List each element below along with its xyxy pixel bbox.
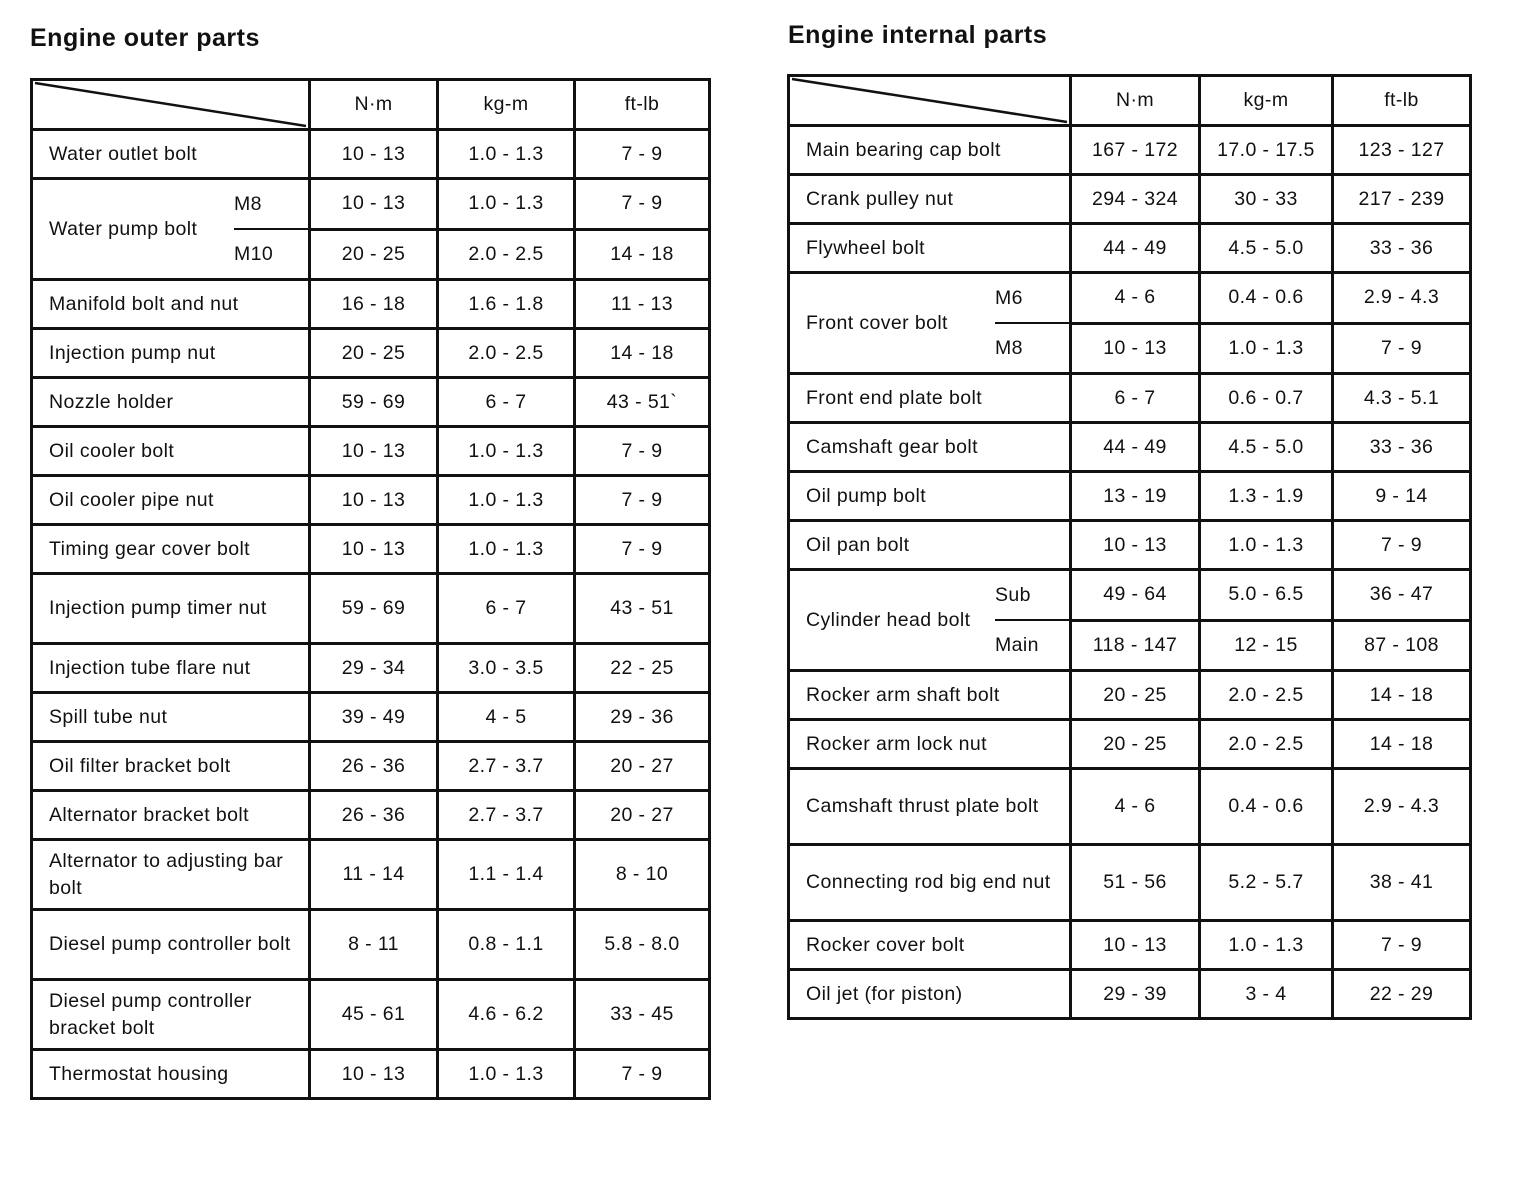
part-name-cell: Nozzle holder <box>32 378 310 427</box>
torque-kgm-cell: 30 - 33 <box>1200 175 1333 224</box>
torque-nm-cell: 45 - 61 <box>310 980 438 1050</box>
torque-nm-cell: 10 - 13 <box>310 476 438 525</box>
torque-nm-cell: 51 - 56 <box>1071 845 1200 921</box>
part-name-cell: Oil filter bracket bolt <box>32 742 310 791</box>
torque-nm-cell: 49 - 64 <box>1071 570 1200 621</box>
torque-kgm-cell: 4.5 - 5.0 <box>1200 224 1333 273</box>
table-row <box>32 280 710 329</box>
torque-ftlb-cell: 7 - 9 <box>575 476 710 525</box>
torque-ftlb-cell: 8 - 10 <box>575 840 710 910</box>
torque-ftlb-cell: 7 - 9 <box>1333 921 1471 970</box>
size-label: M6 <box>995 274 1069 324</box>
torque-ftlb-cell: 22 - 25 <box>575 644 710 693</box>
torque-kgm-cell: 6 - 7 <box>438 574 575 644</box>
engine-internal-parts-title: Engine internal parts <box>788 21 1048 49</box>
size-label: M10 <box>234 242 274 265</box>
torque-nm-cell: 10 - 13 <box>1071 521 1200 570</box>
torque-nm-cell: 10 - 13 <box>310 179 438 230</box>
torque-nm-cell: 20 - 25 <box>310 329 438 378</box>
torque-kgm-cell: 3.0 - 3.5 <box>438 644 575 693</box>
part-name-cell: Water outlet bolt <box>32 130 310 179</box>
torque-nm-cell: 294 - 324 <box>1071 175 1200 224</box>
torque-kgm-cell: 2.0 - 2.5 <box>438 229 575 280</box>
torque-ftlb-cell: 33 - 45 <box>575 980 710 1050</box>
torque-kgm-cell: 5.2 - 5.7 <box>1200 845 1333 921</box>
torque-ftlb-cell: 4.3 - 5.1 <box>1333 374 1471 423</box>
torque-ftlb-cell: 7 - 9 <box>1333 521 1471 570</box>
column-header: kg-m <box>438 80 575 130</box>
table-row <box>789 472 1471 521</box>
torque-kgm-cell: 1.6 - 1.8 <box>438 280 575 329</box>
torque-nm-cell: 29 - 39 <box>1071 970 1200 1019</box>
torque-kgm-cell: 1.0 - 1.3 <box>438 1050 575 1099</box>
part-name-cell: Thermostat housing <box>32 1050 310 1099</box>
torque-ftlb-cell: 2.9 - 4.3 <box>1333 273 1471 324</box>
header-corner-cell <box>32 80 310 130</box>
table-row <box>32 476 710 525</box>
part-name-cell: Manifold bolt and nut <box>32 280 310 329</box>
part-name-cell: Alternator bracket bolt <box>32 791 310 840</box>
torque-nm-cell: 20 - 25 <box>310 229 438 280</box>
torque-ftlb-cell: 33 - 36 <box>1333 423 1471 472</box>
table-row <box>32 644 710 693</box>
torque-kgm-cell: 0.6 - 0.7 <box>1200 374 1333 423</box>
torque-ftlb-cell: 14 - 18 <box>1333 720 1471 769</box>
torque-ftlb-cell: 43 - 51 <box>575 574 710 644</box>
torque-kgm-cell: 4.6 - 6.2 <box>438 980 575 1050</box>
column-header: N·m <box>1071 76 1200 126</box>
part-name-cell <box>789 273 1071 374</box>
size-label: M8 <box>995 336 1023 359</box>
torque-nm-cell: 167 - 172 <box>1071 126 1200 175</box>
torque-nm-cell: 59 - 69 <box>310 378 438 427</box>
torque-nm-cell: 118 - 147 <box>1071 620 1200 671</box>
part-name-cell: Oil jet (for piston) <box>789 970 1071 1019</box>
torque-nm-cell: 8 - 11 <box>310 910 438 980</box>
table-row <box>789 921 1471 970</box>
torque-kgm-cell: 1.0 - 1.3 <box>1200 521 1333 570</box>
torque-kgm-cell: 12 - 15 <box>1200 620 1333 671</box>
part-name: Water pump bolt <box>49 217 198 240</box>
table-row <box>789 970 1471 1019</box>
torque-kgm-cell: 4.5 - 5.0 <box>1200 423 1333 472</box>
header-row <box>32 80 710 130</box>
torque-ftlb-cell: 33 - 36 <box>1333 224 1471 273</box>
torque-ftlb-cell: 217 - 239 <box>1333 175 1471 224</box>
torque-ftlb-cell: 14 - 18 <box>1333 671 1471 720</box>
torque-nm-cell: 29 - 34 <box>310 644 438 693</box>
torque-ftlb-cell: 38 - 41 <box>1333 845 1471 921</box>
table-row <box>32 427 710 476</box>
engine-outer-parts-table <box>30 78 711 1100</box>
torque-ftlb-cell: 14 - 18 <box>575 329 710 378</box>
torque-kgm-cell: 2.7 - 3.7 <box>438 742 575 791</box>
torque-kgm-cell: 1.0 - 1.3 <box>1200 323 1333 374</box>
torque-nm-cell: 10 - 13 <box>1071 323 1200 374</box>
size-label: Main <box>995 633 1039 656</box>
torque-kgm-cell: 1.0 - 1.3 <box>438 525 575 574</box>
torque-kgm-cell: 5.0 - 6.5 <box>1200 570 1333 621</box>
torque-kgm-cell: 3 - 4 <box>1200 970 1333 1019</box>
header-corner-cell <box>789 76 1071 126</box>
torque-nm-cell: 6 - 7 <box>1071 374 1200 423</box>
table-row <box>32 980 710 1050</box>
torque-nm-cell: 4 - 6 <box>1071 769 1200 845</box>
table-row <box>789 423 1471 472</box>
diagonal-divider <box>790 77 1069 124</box>
table-row <box>32 179 710 230</box>
engine-internal-parts-table <box>787 74 1472 1020</box>
torque-ftlb-cell: 29 - 36 <box>575 693 710 742</box>
part-name-cell: Alternator to adjusting bar bolt <box>32 840 310 910</box>
torque-nm-cell: 26 - 36 <box>310 742 438 791</box>
part-name-cell: Timing gear cover bolt <box>32 525 310 574</box>
torque-ftlb-cell: 20 - 27 <box>575 791 710 840</box>
torque-kgm-cell: 0.4 - 0.6 <box>1200 769 1333 845</box>
part-name-cell: Front end plate bolt <box>789 374 1071 423</box>
torque-kgm-cell: 1.1 - 1.4 <box>438 840 575 910</box>
column-header: ft-lb <box>575 80 710 130</box>
torque-nm-cell: 10 - 13 <box>310 525 438 574</box>
part-name-cell: Spill tube nut <box>32 693 310 742</box>
table-row <box>32 1050 710 1099</box>
torque-ftlb-cell: 7 - 9 <box>575 130 710 179</box>
torque-ftlb-cell: 36 - 47 <box>1333 570 1471 621</box>
torque-nm-cell: 10 - 13 <box>1071 921 1200 970</box>
part-name-cell: Oil pan bolt <box>789 521 1071 570</box>
part-name-cell <box>789 570 1071 671</box>
torque-kgm-cell: 2.0 - 2.5 <box>1200 720 1333 769</box>
torque-nm-cell: 10 - 13 <box>310 130 438 179</box>
torque-ftlb-cell: 14 - 18 <box>575 229 710 280</box>
part-name-cell: Connecting rod big end nut <box>789 845 1071 921</box>
torque-ftlb-cell: 43 - 51` <box>575 378 710 427</box>
torque-kgm-cell: 2.0 - 2.5 <box>1200 671 1333 720</box>
torque-kgm-cell: 1.0 - 1.3 <box>438 427 575 476</box>
engine-outer-parts-title: Engine outer parts <box>30 24 260 52</box>
part-name-cell: Rocker cover bolt <box>789 921 1071 970</box>
part-name-cell: Diesel pump controller bracket bolt <box>32 980 310 1050</box>
part-name-cell: Rocker arm lock nut <box>789 720 1071 769</box>
part-name-cell: Oil cooler pipe nut <box>32 476 310 525</box>
part-name-cell: Rocker arm shaft bolt <box>789 671 1071 720</box>
torque-nm-cell: 20 - 25 <box>1071 671 1200 720</box>
torque-nm-cell: 59 - 69 <box>310 574 438 644</box>
torque-kgm-cell: 17.0 - 17.5 <box>1200 126 1333 175</box>
table-row <box>32 742 710 791</box>
torque-ftlb-cell: 9 - 14 <box>1333 472 1471 521</box>
column-header: N·m <box>310 80 438 130</box>
part-name-cell: Crank pulley nut <box>789 175 1071 224</box>
part-name-cell: Oil pump bolt <box>789 472 1071 521</box>
table-row <box>789 769 1471 845</box>
torque-ftlb-cell: 7 - 9 <box>575 427 710 476</box>
torque-ftlb-cell: 7 - 9 <box>575 179 710 230</box>
torque-kgm-cell: 0.8 - 1.1 <box>438 910 575 980</box>
table-row <box>789 224 1471 273</box>
table-row <box>32 910 710 980</box>
torque-nm-cell: 4 - 6 <box>1071 273 1200 324</box>
torque-nm-cell: 10 - 13 <box>310 1050 438 1099</box>
torque-nm-cell: 44 - 49 <box>1071 224 1200 273</box>
part-name-cell: Oil cooler bolt <box>32 427 310 476</box>
torque-kgm-cell: 1.3 - 1.9 <box>1200 472 1333 521</box>
torque-kgm-cell: 1.0 - 1.3 <box>438 130 575 179</box>
torque-nm-cell: 44 - 49 <box>1071 423 1200 472</box>
torque-ftlb-cell: 20 - 27 <box>575 742 710 791</box>
column-header: ft-lb <box>1333 76 1471 126</box>
part-name-cell: Main bearing cap bolt <box>789 126 1071 175</box>
table-row <box>32 525 710 574</box>
torque-nm-cell: 16 - 18 <box>310 280 438 329</box>
torque-kgm-cell: 6 - 7 <box>438 378 575 427</box>
torque-kgm-cell: 1.0 - 1.3 <box>438 179 575 230</box>
diagonal-divider <box>33 81 308 128</box>
part-name-cell: Injection pump nut <box>32 329 310 378</box>
part-name-cell <box>32 179 310 280</box>
size-label: M8 <box>234 180 308 230</box>
part-name-cell: Flywheel bolt <box>789 224 1071 273</box>
column-header: kg-m <box>1200 76 1333 126</box>
part-name-cell: Diesel pump controller bolt <box>32 910 310 980</box>
table-row <box>789 720 1471 769</box>
torque-ftlb-cell: 87 - 108 <box>1333 620 1471 671</box>
table-row <box>32 329 710 378</box>
torque-ftlb-cell: 123 - 127 <box>1333 126 1471 175</box>
size-label: Sub <box>995 571 1069 621</box>
torque-kgm-cell: 1.0 - 1.3 <box>1200 921 1333 970</box>
part-name: Cylinder head bolt <box>806 608 971 631</box>
torque-nm-cell: 39 - 49 <box>310 693 438 742</box>
torque-nm-cell: 10 - 13 <box>310 427 438 476</box>
part-name-cell: Camshaft gear bolt <box>789 423 1071 472</box>
torque-ftlb-cell: 7 - 9 <box>1333 323 1471 374</box>
header-row <box>789 76 1471 126</box>
table-row <box>32 693 710 742</box>
table-row <box>789 175 1471 224</box>
torque-ftlb-cell: 7 - 9 <box>575 525 710 574</box>
torque-ftlb-cell: 7 - 9 <box>575 1050 710 1099</box>
part-name: Front cover bolt <box>806 311 948 334</box>
torque-kgm-cell: 0.4 - 0.6 <box>1200 273 1333 324</box>
table-row <box>789 521 1471 570</box>
torque-ftlb-cell: 11 - 13 <box>575 280 710 329</box>
torque-ftlb-cell: 22 - 29 <box>1333 970 1471 1019</box>
torque-kgm-cell: 2.0 - 2.5 <box>438 329 575 378</box>
table-row <box>32 840 710 910</box>
table-row <box>789 845 1471 921</box>
torque-ftlb-cell: 2.9 - 4.3 <box>1333 769 1471 845</box>
torque-kgm-cell: 2.7 - 3.7 <box>438 791 575 840</box>
table-row <box>789 374 1471 423</box>
table-row <box>32 130 710 179</box>
torque-nm-cell: 20 - 25 <box>1071 720 1200 769</box>
torque-ftlb-cell: 5.8 - 8.0 <box>575 910 710 980</box>
table-row <box>789 273 1471 324</box>
table-row <box>32 791 710 840</box>
torque-nm-cell: 13 - 19 <box>1071 472 1200 521</box>
torque-nm-cell: 11 - 14 <box>310 840 438 910</box>
table-row <box>32 574 710 644</box>
torque-kgm-cell: 1.0 - 1.3 <box>438 476 575 525</box>
part-name-cell: Injection tube flare nut <box>32 644 310 693</box>
table-row <box>32 378 710 427</box>
table-row <box>789 671 1471 720</box>
torque-kgm-cell: 4 - 5 <box>438 693 575 742</box>
part-name-cell: Camshaft thrust plate bolt <box>789 769 1071 845</box>
part-name-cell: Injection pump timer nut <box>32 574 310 644</box>
table-row <box>789 570 1471 621</box>
torque-nm-cell: 26 - 36 <box>310 791 438 840</box>
table-row <box>789 126 1471 175</box>
